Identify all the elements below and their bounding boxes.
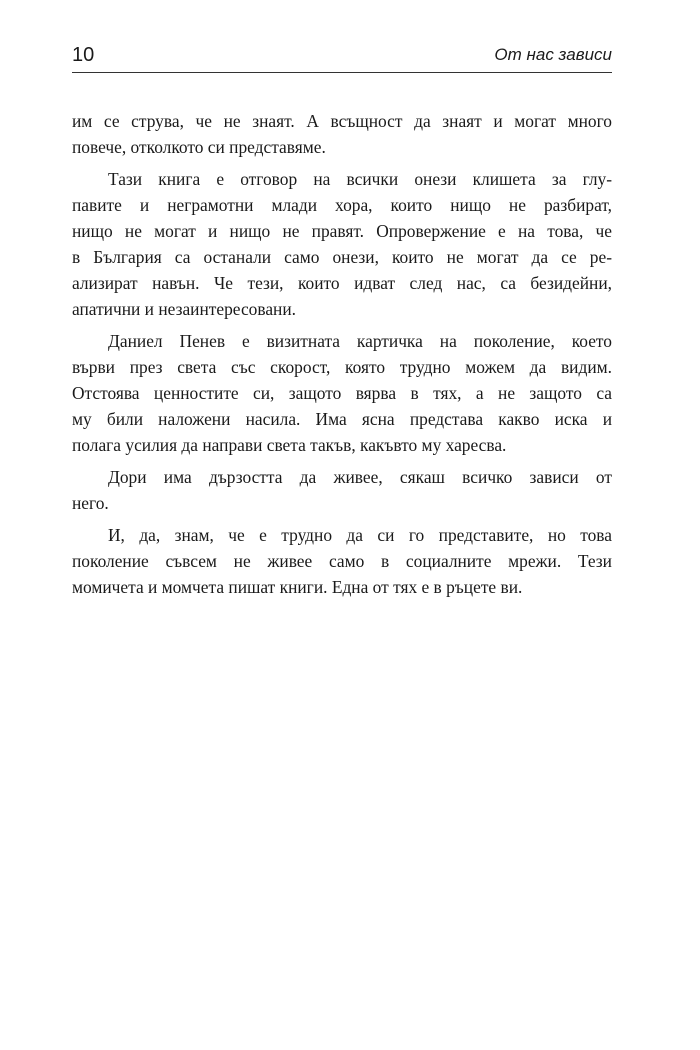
text-line: върви през света със скорост, която трудно можем да видим. [72, 357, 612, 377]
paragraph [72, 108, 612, 160]
paragraph [72, 522, 612, 600]
running-header [72, 42, 612, 73]
paragraph [72, 328, 612, 458]
text-line: полага усилия да направи света такъв, какъвто му харесва. [72, 435, 507, 455]
text-line: повече, отколкото си представяме. [72, 137, 326, 157]
text-line: апатични и незаинтересовани. [72, 299, 297, 319]
body-text [72, 108, 612, 606]
text-line: павите и неграмотни млади хора, които нищо не разбират, [72, 195, 612, 215]
text-line: момичета и момчета пишат книги. Една от тях е в ръцете ви. [72, 577, 523, 597]
text-line: Тази книга е отговор на всички онези клишета за глу- [108, 169, 612, 189]
running-title: От нас зависи [494, 45, 612, 64]
page-number: 10 [72, 44, 95, 66]
text-line: Отстоява ценностите си, защото вярва в тях, а не защото са [72, 383, 612, 403]
paragraph [72, 166, 612, 322]
text-line: в България са останали само онези, които не могат да се ре- [72, 247, 612, 267]
text-line: му били наложени насила. Има ясна представа какво иска и [72, 409, 612, 429]
text-line: Дори има дързостта да живее, сякаш всичко зависи от [108, 467, 612, 487]
text-line: поколение съвсем не живее само в социалните мрежи. Тези [72, 551, 612, 571]
text-line: нищо не могат и нищо не правят. Опровержение е на това, че [72, 221, 612, 241]
paragraph [72, 464, 612, 516]
text-line: И, да, знам, че е трудно да си го представите, но това [108, 525, 612, 545]
text-line: ализират навън. Че тези, които идват след нас, са безидейни, [72, 273, 612, 293]
text-line: него. [72, 493, 109, 513]
text-line: им се струва, че не знаят. А всъщност да знаят и могат много [72, 111, 612, 131]
text-line: Даниел Пенев е визитната картичка на поколение, което [108, 331, 612, 351]
